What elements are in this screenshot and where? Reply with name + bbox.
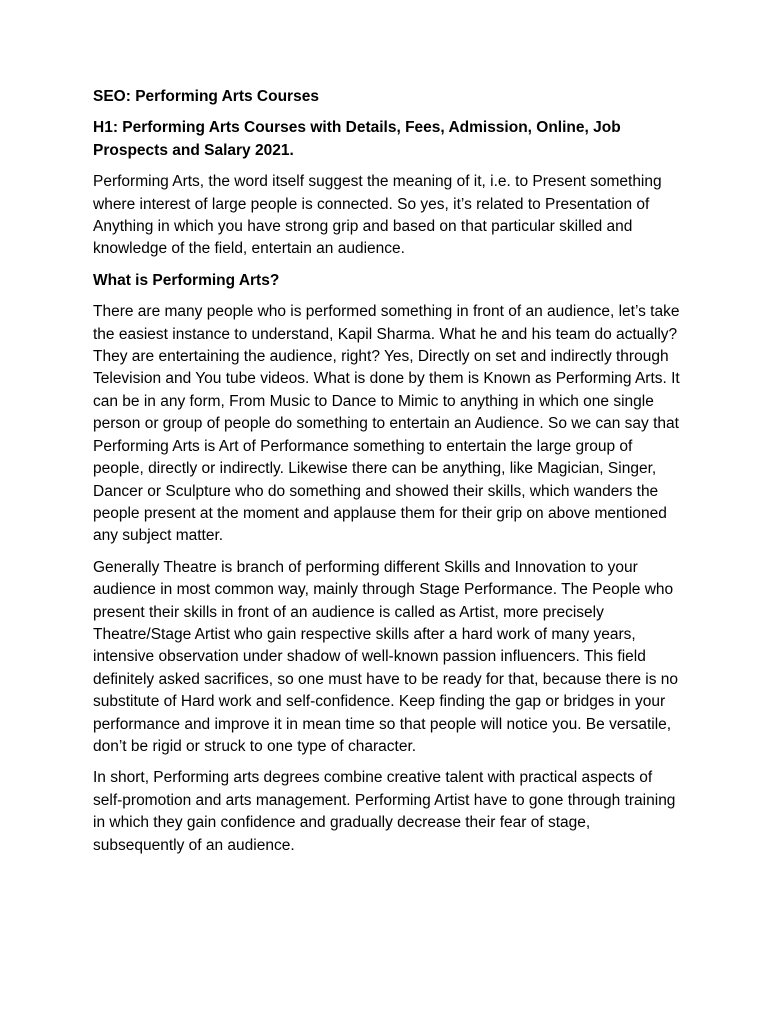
section-heading: What is Performing Arts?: [93, 271, 280, 289]
body-paragraph-1: There are many people who is performed something in front of an audience, let’s take the easiest instance to understand, Kapil Sharma. What he and his team do actually? They are entertaining the audience, right? Yes, Directly on set and indirectly through Television and You tube videos. What is done by them is Known as Performing Arts. It can be in any form, From Music to Dance to Mimic to anything in which one single person or group of people do something to entertain an Audience. So we can say that Performing Arts is Art of Performance something to entertain the large group of people, directly or indirectly. Likewise there can be anything, like Magician, Singer, Dancer or Sculpture who do something and showed their skills, which wanders the people present at the moment and applause them for their grip on above mentioned any subject matter.: [93, 303, 680, 545]
body-paragraph-3: In short, Performing arts degrees combine creative talent with practical aspects of self-promotion and arts management. Performing Artist have to gone through training in which they gain confidence and gradually decrease their fear of stage, subsequently of an audience.: [93, 769, 676, 854]
body-paragraph-2: Generally Theatre is branch of performing different Skills and Innovation to your audience in most common way, mainly through Stage Performance. The People who present their skills in front of an audience is called as Artist, more precisely Theatre/Stage Artist who gain respective skills after a hard work of many years, intensive observation under shadow of well-known passion influencers. This field definitely asked sacrifices, so one must have to be ready for that, because there is no substitute of Hard work and self-confidence. Keep finding the gap or bridges in your performance and improve it in mean time so that people will notice you. Be versatile, don’t be rigid or struck to one type of character.: [93, 558, 679, 755]
seo-line: SEO: Performing Arts Courses: [93, 88, 319, 105]
document-page: [93, 86, 683, 866]
intro-paragraph: Performing Arts, the word itself suggest the meaning of it, i.e. to Present something where interest of large people is connected. So yes, it’s related to Presentation of Anything in which you have strong grip and based on that particular skilled and knowledge of the field, entertain an audience.: [93, 173, 662, 258]
page-title: H1: Performing Arts Courses with Details, Fees, Admission, Online, Job Prospects and Salary 2021.: [93, 119, 621, 159]
